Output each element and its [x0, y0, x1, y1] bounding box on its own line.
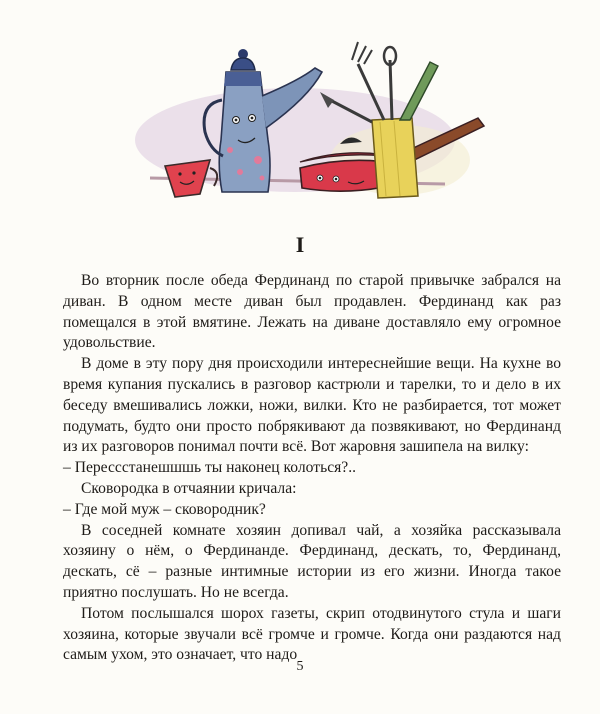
body-text	[63, 271, 561, 666]
kitchen-illustration	[0, 0, 600, 220]
paragraph: – Перессстанешшшь ты наконец колоться?..	[63, 459, 357, 477]
page-number: 5	[296, 659, 304, 674]
paragraph: В доме в эту пору дня происходили интереснейшие вещи. На кухне во время купания пускались в разговор кастрюли и тарелки, то и дело в их беседу вмешивались ложки, ножи, вилки. Кто не разбирается, тот может подумать, будто они просто побрякивают да позвякивают, но Фердинанд из их разговоров понимал почти всё. Вот жаровня зашипела на вилку:	[63, 355, 561, 456]
paragraph: Во вторник после обеда Фердинанд по старой привычке забрался на диван. В одном месте диван был продавлен. Фердинанд как раз помещался в этой вмятине. Лежать на диване доставляло ему огромное удовольствие.	[63, 272, 561, 352]
chapter-title: I	[295, 232, 305, 257]
paragraph: В соседней комнате хозяин допивал чай, а хозяйка рассказывала хозяину о нём, о Фердинанде. Фердинанд, дескать, то, Фердинанд, дескать, сё – разные интимные истории из его жизни. Иногда такое приятно послушать. Но не всегда.	[63, 521, 561, 601]
paragraph: – Где мой муж – сковородник?	[63, 500, 266, 518]
paragraph: Сковородка в отчаянии кричала:	[81, 479, 297, 497]
paragraph: Потом послышался шорох газеты, скрип отодвинутого стула и шаги хозяина, которые звучали всё громче и громче. Когда они раздаются над самым ухом, это означает, что надо	[63, 604, 561, 664]
